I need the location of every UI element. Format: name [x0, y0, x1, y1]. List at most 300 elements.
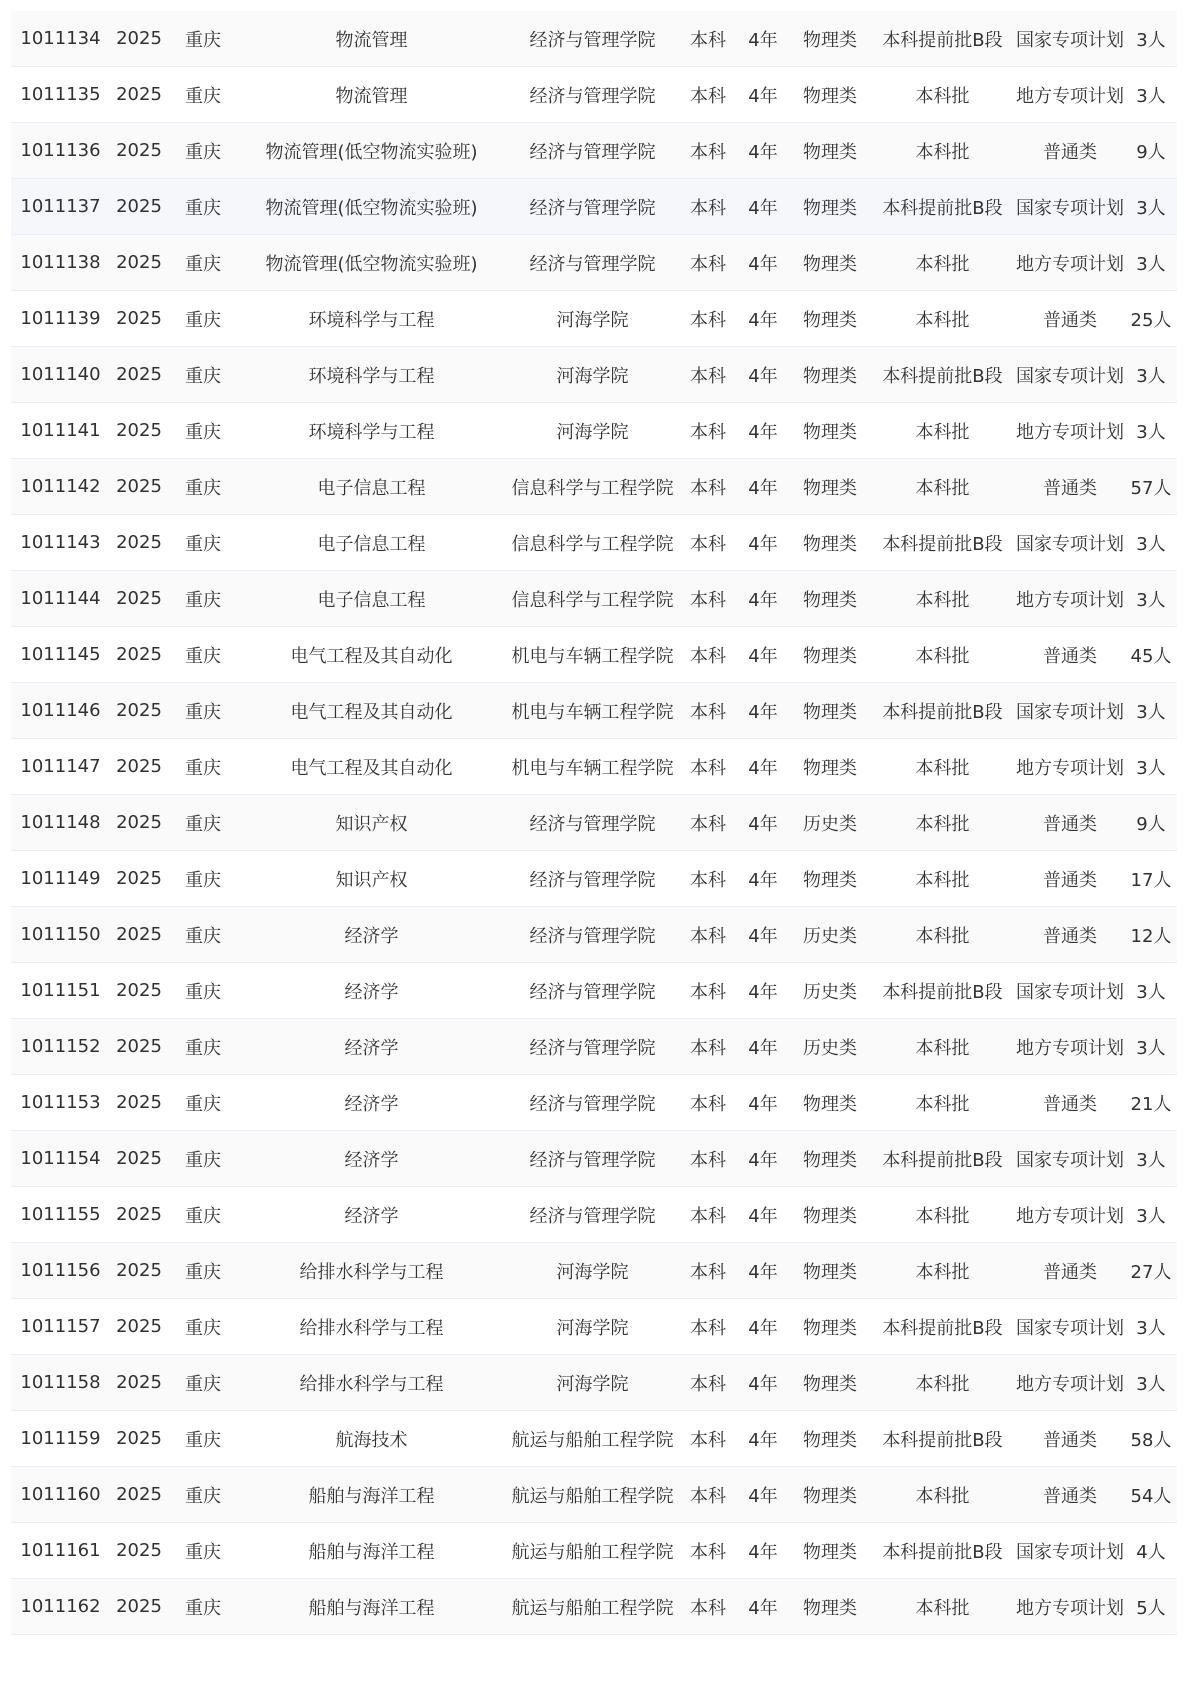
- table-row[interactable]: [11, 795, 1177, 851]
- level-cell: 本科: [680, 963, 736, 1019]
- college-cell: 信息科学与工程学院: [505, 459, 680, 515]
- duration-cell: 4年: [736, 907, 790, 963]
- subject-category-cell: 物理类: [790, 683, 870, 739]
- plan-type-cell: 地方专项计划: [1015, 571, 1125, 627]
- major-cell: 经济学: [238, 907, 505, 963]
- table-row[interactable]: [11, 683, 1177, 739]
- duration-cell: 4年: [736, 1019, 790, 1075]
- batch-cell: 本科批: [870, 795, 1015, 851]
- level-cell: 本科: [680, 1523, 736, 1579]
- batch-cell: 本科提前批B段: [870, 1131, 1015, 1187]
- subject-category-cell: 物理类: [790, 291, 870, 347]
- major-cell: 知识产权: [238, 851, 505, 907]
- table-row[interactable]: [11, 1523, 1177, 1579]
- batch-cell: 本科批: [870, 1579, 1015, 1635]
- table-row[interactable]: [11, 459, 1177, 515]
- table-body: [11, 11, 1177, 1635]
- province-cell: 重庆: [168, 1523, 238, 1579]
- province-cell: 重庆: [168, 1579, 238, 1635]
- level-cell: 本科: [680, 1467, 736, 1523]
- college-cell: 航运与船舶工程学院: [505, 1579, 680, 1635]
- plan-type-cell: 国家专项计划: [1015, 1131, 1125, 1187]
- plan-code-cell: 1011150: [11, 907, 110, 963]
- quota-cell: 54人: [1125, 1467, 1177, 1523]
- level-cell: 本科: [680, 1299, 736, 1355]
- subject-category-cell: 历史类: [790, 1019, 870, 1075]
- batch-cell: 本科批: [870, 1467, 1015, 1523]
- table-row[interactable]: [11, 235, 1177, 291]
- plan-code-cell: 1011161: [11, 1523, 110, 1579]
- quota-cell: 57人: [1125, 459, 1177, 515]
- quota-cell: 58人: [1125, 1411, 1177, 1467]
- college-cell: 河海学院: [505, 347, 680, 403]
- table-row[interactable]: [11, 179, 1177, 235]
- major-cell: 给排水科学与工程: [238, 1243, 505, 1299]
- major-cell: 航海技术: [238, 1411, 505, 1467]
- province-cell: 重庆: [168, 67, 238, 123]
- quota-cell: 3人: [1125, 1355, 1177, 1411]
- plan-type-cell: 地方专项计划: [1015, 739, 1125, 795]
- level-cell: 本科: [680, 123, 736, 179]
- year-cell: 2025: [110, 1523, 168, 1579]
- subject-category-cell: 历史类: [790, 963, 870, 1019]
- province-cell: 重庆: [168, 403, 238, 459]
- plan-code-cell: 1011139: [11, 291, 110, 347]
- year-cell: 2025: [110, 123, 168, 179]
- year-cell: 2025: [110, 1411, 168, 1467]
- level-cell: 本科: [680, 403, 736, 459]
- level-cell: 本科: [680, 1579, 736, 1635]
- quota-cell: 3人: [1125, 347, 1177, 403]
- plan-code-cell: 1011140: [11, 347, 110, 403]
- subject-category-cell: 物理类: [790, 1299, 870, 1355]
- plan-code-cell: 1011159: [11, 1411, 110, 1467]
- table-row[interactable]: [11, 347, 1177, 403]
- plan-code-cell: 1011141: [11, 403, 110, 459]
- province-cell: 重庆: [168, 291, 238, 347]
- quota-cell: 3人: [1125, 1019, 1177, 1075]
- college-cell: 机电与车辆工程学院: [505, 683, 680, 739]
- quota-cell: 3人: [1125, 235, 1177, 291]
- subject-category-cell: 物理类: [790, 123, 870, 179]
- quota-cell: 17人: [1125, 851, 1177, 907]
- college-cell: 经济与管理学院: [505, 11, 680, 67]
- college-cell: 经济与管理学院: [505, 1131, 680, 1187]
- college-cell: 航运与船舶工程学院: [505, 1523, 680, 1579]
- level-cell: 本科: [680, 571, 736, 627]
- province-cell: 重庆: [168, 515, 238, 571]
- duration-cell: 4年: [736, 1467, 790, 1523]
- batch-cell: 本科提前批B段: [870, 11, 1015, 67]
- year-cell: 2025: [110, 851, 168, 907]
- year-cell: 2025: [110, 683, 168, 739]
- college-cell: 河海学院: [505, 291, 680, 347]
- college-cell: 经济与管理学院: [505, 235, 680, 291]
- level-cell: 本科: [680, 1131, 736, 1187]
- duration-cell: 4年: [736, 291, 790, 347]
- major-cell: 环境科学与工程: [238, 403, 505, 459]
- plan-code-cell: 1011152: [11, 1019, 110, 1075]
- table-row[interactable]: [11, 739, 1177, 795]
- plan-code-cell: 1011137: [11, 179, 110, 235]
- plan-code-cell: 1011160: [11, 1467, 110, 1523]
- level-cell: 本科: [680, 67, 736, 123]
- college-cell: 经济与管理学院: [505, 907, 680, 963]
- level-cell: 本科: [680, 179, 736, 235]
- table-row[interactable]: [11, 1243, 1177, 1299]
- plan-code-cell: 1011142: [11, 459, 110, 515]
- plan-code-cell: 1011148: [11, 795, 110, 851]
- subject-category-cell: 物理类: [790, 1187, 870, 1243]
- batch-cell: 本科批: [870, 1075, 1015, 1131]
- batch-cell: 本科批: [870, 851, 1015, 907]
- duration-cell: 4年: [736, 571, 790, 627]
- plan-type-cell: 普通类: [1015, 1411, 1125, 1467]
- year-cell: 2025: [110, 627, 168, 683]
- duration-cell: 4年: [736, 1075, 790, 1131]
- college-cell: 机电与车辆工程学院: [505, 739, 680, 795]
- major-cell: 船舶与海洋工程: [238, 1523, 505, 1579]
- year-cell: 2025: [110, 571, 168, 627]
- plan-code-cell: 1011149: [11, 851, 110, 907]
- major-cell: 电子信息工程: [238, 515, 505, 571]
- province-cell: 重庆: [168, 571, 238, 627]
- plan-type-cell: 地方专项计划: [1015, 235, 1125, 291]
- major-cell: 经济学: [238, 1131, 505, 1187]
- major-cell: 经济学: [238, 1187, 505, 1243]
- quota-cell: 45人: [1125, 627, 1177, 683]
- plan-type-cell: 地方专项计划: [1015, 1579, 1125, 1635]
- subject-category-cell: 物理类: [790, 627, 870, 683]
- province-cell: 重庆: [168, 907, 238, 963]
- subject-category-cell: 物理类: [790, 67, 870, 123]
- quota-cell: 3人: [1125, 571, 1177, 627]
- plan-type-cell: 国家专项计划: [1015, 347, 1125, 403]
- level-cell: 本科: [680, 851, 736, 907]
- batch-cell: 本科批: [870, 571, 1015, 627]
- quota-cell: 3人: [1125, 683, 1177, 739]
- table-row[interactable]: [11, 1355, 1177, 1411]
- subject-category-cell: 物理类: [790, 739, 870, 795]
- subject-category-cell: 物理类: [790, 403, 870, 459]
- batch-cell: 本科批: [870, 123, 1015, 179]
- college-cell: 信息科学与工程学院: [505, 571, 680, 627]
- duration-cell: 4年: [736, 11, 790, 67]
- plan-type-cell: 普通类: [1015, 1243, 1125, 1299]
- table-row[interactable]: [11, 11, 1177, 67]
- province-cell: 重庆: [168, 235, 238, 291]
- year-cell: 2025: [110, 179, 168, 235]
- quota-cell: 3人: [1125, 67, 1177, 123]
- plan-code-cell: 1011147: [11, 739, 110, 795]
- level-cell: 本科: [680, 1411, 736, 1467]
- college-cell: 经济与管理学院: [505, 179, 680, 235]
- province-cell: 重庆: [168, 739, 238, 795]
- subject-category-cell: 物理类: [790, 1411, 870, 1467]
- table-row[interactable]: [11, 403, 1177, 459]
- table-row[interactable]: [11, 515, 1177, 571]
- province-cell: 重庆: [168, 1131, 238, 1187]
- year-cell: 2025: [110, 347, 168, 403]
- college-cell: 机电与车辆工程学院: [505, 627, 680, 683]
- table-row[interactable]: [11, 123, 1177, 179]
- subject-category-cell: 物理类: [790, 347, 870, 403]
- province-cell: 重庆: [168, 851, 238, 907]
- year-cell: 2025: [110, 459, 168, 515]
- major-cell: 船舶与海洋工程: [238, 1579, 505, 1635]
- batch-cell: 本科批: [870, 291, 1015, 347]
- level-cell: 本科: [680, 627, 736, 683]
- province-cell: 重庆: [168, 459, 238, 515]
- quota-cell: 3人: [1125, 515, 1177, 571]
- duration-cell: 4年: [736, 739, 790, 795]
- table-row[interactable]: [11, 1075, 1177, 1131]
- batch-cell: 本科批: [870, 1187, 1015, 1243]
- table-row[interactable]: [11, 851, 1177, 907]
- major-cell: 物流管理(低空物流实验班): [238, 123, 505, 179]
- major-cell: 电子信息工程: [238, 459, 505, 515]
- plan-code-cell: 1011144: [11, 571, 110, 627]
- major-cell: 经济学: [238, 1075, 505, 1131]
- province-cell: 重庆: [168, 1187, 238, 1243]
- duration-cell: 4年: [736, 1131, 790, 1187]
- major-cell: 电气工程及其自动化: [238, 683, 505, 739]
- level-cell: 本科: [680, 291, 736, 347]
- batch-cell: 本科批: [870, 459, 1015, 515]
- major-cell: 电气工程及其自动化: [238, 739, 505, 795]
- major-cell: 电子信息工程: [238, 571, 505, 627]
- duration-cell: 4年: [736, 683, 790, 739]
- quota-cell: 3人: [1125, 1131, 1177, 1187]
- duration-cell: 4年: [736, 1523, 790, 1579]
- major-cell: 环境科学与工程: [238, 347, 505, 403]
- year-cell: 2025: [110, 963, 168, 1019]
- batch-cell: 本科提前批B段: [870, 515, 1015, 571]
- plan-code-cell: 1011153: [11, 1075, 110, 1131]
- subject-category-cell: 物理类: [790, 179, 870, 235]
- year-cell: 2025: [110, 1299, 168, 1355]
- duration-cell: 4年: [736, 403, 790, 459]
- plan-type-cell: 普通类: [1015, 851, 1125, 907]
- province-cell: 重庆: [168, 1355, 238, 1411]
- plan-code-cell: 1011157: [11, 1299, 110, 1355]
- duration-cell: 4年: [736, 1579, 790, 1635]
- batch-cell: 本科提前批B段: [870, 683, 1015, 739]
- subject-category-cell: 物理类: [790, 515, 870, 571]
- major-cell: 知识产权: [238, 795, 505, 851]
- plan-type-cell: 国家专项计划: [1015, 179, 1125, 235]
- province-cell: 重庆: [168, 123, 238, 179]
- major-cell: 物流管理(低空物流实验班): [238, 235, 505, 291]
- enrollment-plan-table: [11, 11, 1177, 1635]
- level-cell: 本科: [680, 1019, 736, 1075]
- subject-category-cell: 物理类: [790, 1075, 870, 1131]
- plan-type-cell: 普通类: [1015, 291, 1125, 347]
- province-cell: 重庆: [168, 1075, 238, 1131]
- college-cell: 经济与管理学院: [505, 1019, 680, 1075]
- subject-category-cell: 物理类: [790, 11, 870, 67]
- duration-cell: 4年: [736, 1243, 790, 1299]
- level-cell: 本科: [680, 795, 736, 851]
- college-cell: 经济与管理学院: [505, 795, 680, 851]
- quota-cell: 21人: [1125, 1075, 1177, 1131]
- batch-cell: 本科提前批B段: [870, 1523, 1015, 1579]
- duration-cell: 4年: [736, 1355, 790, 1411]
- plan-type-cell: 国家专项计划: [1015, 683, 1125, 739]
- major-cell: 物流管理: [238, 67, 505, 123]
- year-cell: 2025: [110, 291, 168, 347]
- major-cell: 船舶与海洋工程: [238, 1467, 505, 1523]
- batch-cell: 本科批: [870, 67, 1015, 123]
- plan-type-cell: 地方专项计划: [1015, 1187, 1125, 1243]
- duration-cell: 4年: [736, 851, 790, 907]
- subject-category-cell: 物理类: [790, 235, 870, 291]
- table-row[interactable]: [11, 1411, 1177, 1467]
- table-row[interactable]: [11, 1579, 1177, 1635]
- table-row[interactable]: [11, 291, 1177, 347]
- level-cell: 本科: [680, 739, 736, 795]
- quota-cell: 9人: [1125, 795, 1177, 851]
- level-cell: 本科: [680, 11, 736, 67]
- quota-cell: 3人: [1125, 179, 1177, 235]
- college-cell: 河海学院: [505, 403, 680, 459]
- college-cell: 经济与管理学院: [505, 1187, 680, 1243]
- batch-cell: 本科批: [870, 1243, 1015, 1299]
- table-row[interactable]: [11, 1299, 1177, 1355]
- batch-cell: 本科批: [870, 627, 1015, 683]
- duration-cell: 4年: [736, 123, 790, 179]
- college-cell: 经济与管理学院: [505, 67, 680, 123]
- duration-cell: 4年: [736, 1187, 790, 1243]
- plan-type-cell: 地方专项计划: [1015, 1355, 1125, 1411]
- province-cell: 重庆: [168, 1019, 238, 1075]
- plan-type-cell: 地方专项计划: [1015, 67, 1125, 123]
- major-cell: 给排水科学与工程: [238, 1299, 505, 1355]
- table-row[interactable]: [11, 571, 1177, 627]
- year-cell: 2025: [110, 1243, 168, 1299]
- batch-cell: 本科提前批B段: [870, 179, 1015, 235]
- quota-cell: 9人: [1125, 123, 1177, 179]
- college-cell: 河海学院: [505, 1299, 680, 1355]
- year-cell: 2025: [110, 795, 168, 851]
- year-cell: 2025: [110, 1131, 168, 1187]
- province-cell: 重庆: [168, 683, 238, 739]
- year-cell: 2025: [110, 515, 168, 571]
- plan-code-cell: 1011135: [11, 67, 110, 123]
- province-cell: 重庆: [168, 627, 238, 683]
- batch-cell: 本科提前批B段: [870, 347, 1015, 403]
- plan-type-cell: 地方专项计划: [1015, 403, 1125, 459]
- plan-code-cell: 1011138: [11, 235, 110, 291]
- college-cell: 河海学院: [505, 1355, 680, 1411]
- batch-cell: 本科提前批B段: [870, 1299, 1015, 1355]
- subject-category-cell: 历史类: [790, 907, 870, 963]
- college-cell: 河海学院: [505, 1243, 680, 1299]
- subject-category-cell: 物理类: [790, 1467, 870, 1523]
- table-row[interactable]: [11, 1187, 1177, 1243]
- subject-category-cell: 物理类: [790, 571, 870, 627]
- year-cell: 2025: [110, 1019, 168, 1075]
- table-row[interactable]: [11, 907, 1177, 963]
- batch-cell: 本科批: [870, 739, 1015, 795]
- quota-cell: 25人: [1125, 291, 1177, 347]
- batch-cell: 本科批: [870, 235, 1015, 291]
- major-cell: 经济学: [238, 1019, 505, 1075]
- batch-cell: 本科提前批B段: [870, 1411, 1015, 1467]
- province-cell: 重庆: [168, 347, 238, 403]
- plan-code-cell: 1011136: [11, 123, 110, 179]
- plan-code-cell: 1011146: [11, 683, 110, 739]
- major-cell: 物流管理: [238, 11, 505, 67]
- major-cell: 电气工程及其自动化: [238, 627, 505, 683]
- duration-cell: 4年: [736, 1299, 790, 1355]
- duration-cell: 4年: [736, 179, 790, 235]
- batch-cell: 本科批: [870, 403, 1015, 459]
- table-row[interactable]: [11, 963, 1177, 1019]
- subject-category-cell: 物理类: [790, 1243, 870, 1299]
- quota-cell: 12人: [1125, 907, 1177, 963]
- plan-code-cell: 1011156: [11, 1243, 110, 1299]
- major-cell: 经济学: [238, 963, 505, 1019]
- quota-cell: 3人: [1125, 1299, 1177, 1355]
- year-cell: 2025: [110, 1579, 168, 1635]
- quota-cell: 27人: [1125, 1243, 1177, 1299]
- plan-type-cell: 普通类: [1015, 627, 1125, 683]
- batch-cell: 本科提前批B段: [870, 963, 1015, 1019]
- plan-code-cell: 1011154: [11, 1131, 110, 1187]
- plan-type-cell: 国家专项计划: [1015, 1523, 1125, 1579]
- subject-category-cell: 历史类: [790, 795, 870, 851]
- table-row[interactable]: [11, 67, 1177, 123]
- year-cell: 2025: [110, 11, 168, 67]
- plan-type-cell: 国家专项计划: [1015, 11, 1125, 67]
- province-cell: 重庆: [168, 1299, 238, 1355]
- subject-category-cell: 物理类: [790, 1131, 870, 1187]
- plan-type-cell: 国家专项计划: [1015, 1299, 1125, 1355]
- duration-cell: 4年: [736, 347, 790, 403]
- province-cell: 重庆: [168, 795, 238, 851]
- plan-type-cell: 国家专项计划: [1015, 515, 1125, 571]
- duration-cell: 4年: [736, 627, 790, 683]
- table-row[interactable]: [11, 1467, 1177, 1523]
- batch-cell: 本科批: [870, 1019, 1015, 1075]
- major-cell: 给排水科学与工程: [238, 1355, 505, 1411]
- college-cell: 经济与管理学院: [505, 123, 680, 179]
- plan-code-cell: 1011151: [11, 963, 110, 1019]
- table-row[interactable]: [11, 627, 1177, 683]
- plan-code-cell: 1011134: [11, 11, 110, 67]
- plan-type-cell: 普通类: [1015, 1075, 1125, 1131]
- duration-cell: 4年: [736, 515, 790, 571]
- batch-cell: 本科批: [870, 1355, 1015, 1411]
- year-cell: 2025: [110, 907, 168, 963]
- level-cell: 本科: [680, 907, 736, 963]
- year-cell: 2025: [110, 403, 168, 459]
- plan-code-cell: 1011143: [11, 515, 110, 571]
- college-cell: 航运与船舶工程学院: [505, 1467, 680, 1523]
- quota-cell: 3人: [1125, 963, 1177, 1019]
- duration-cell: 4年: [736, 1411, 790, 1467]
- quota-cell: 3人: [1125, 11, 1177, 67]
- major-cell: 物流管理(低空物流实验班): [238, 179, 505, 235]
- year-cell: 2025: [110, 1187, 168, 1243]
- quota-cell: 4人: [1125, 1523, 1177, 1579]
- table-row[interactable]: [11, 1019, 1177, 1075]
- table-row[interactable]: [11, 1131, 1177, 1187]
- level-cell: 本科: [680, 459, 736, 515]
- plan-code-cell: 1011145: [11, 627, 110, 683]
- level-cell: 本科: [680, 683, 736, 739]
